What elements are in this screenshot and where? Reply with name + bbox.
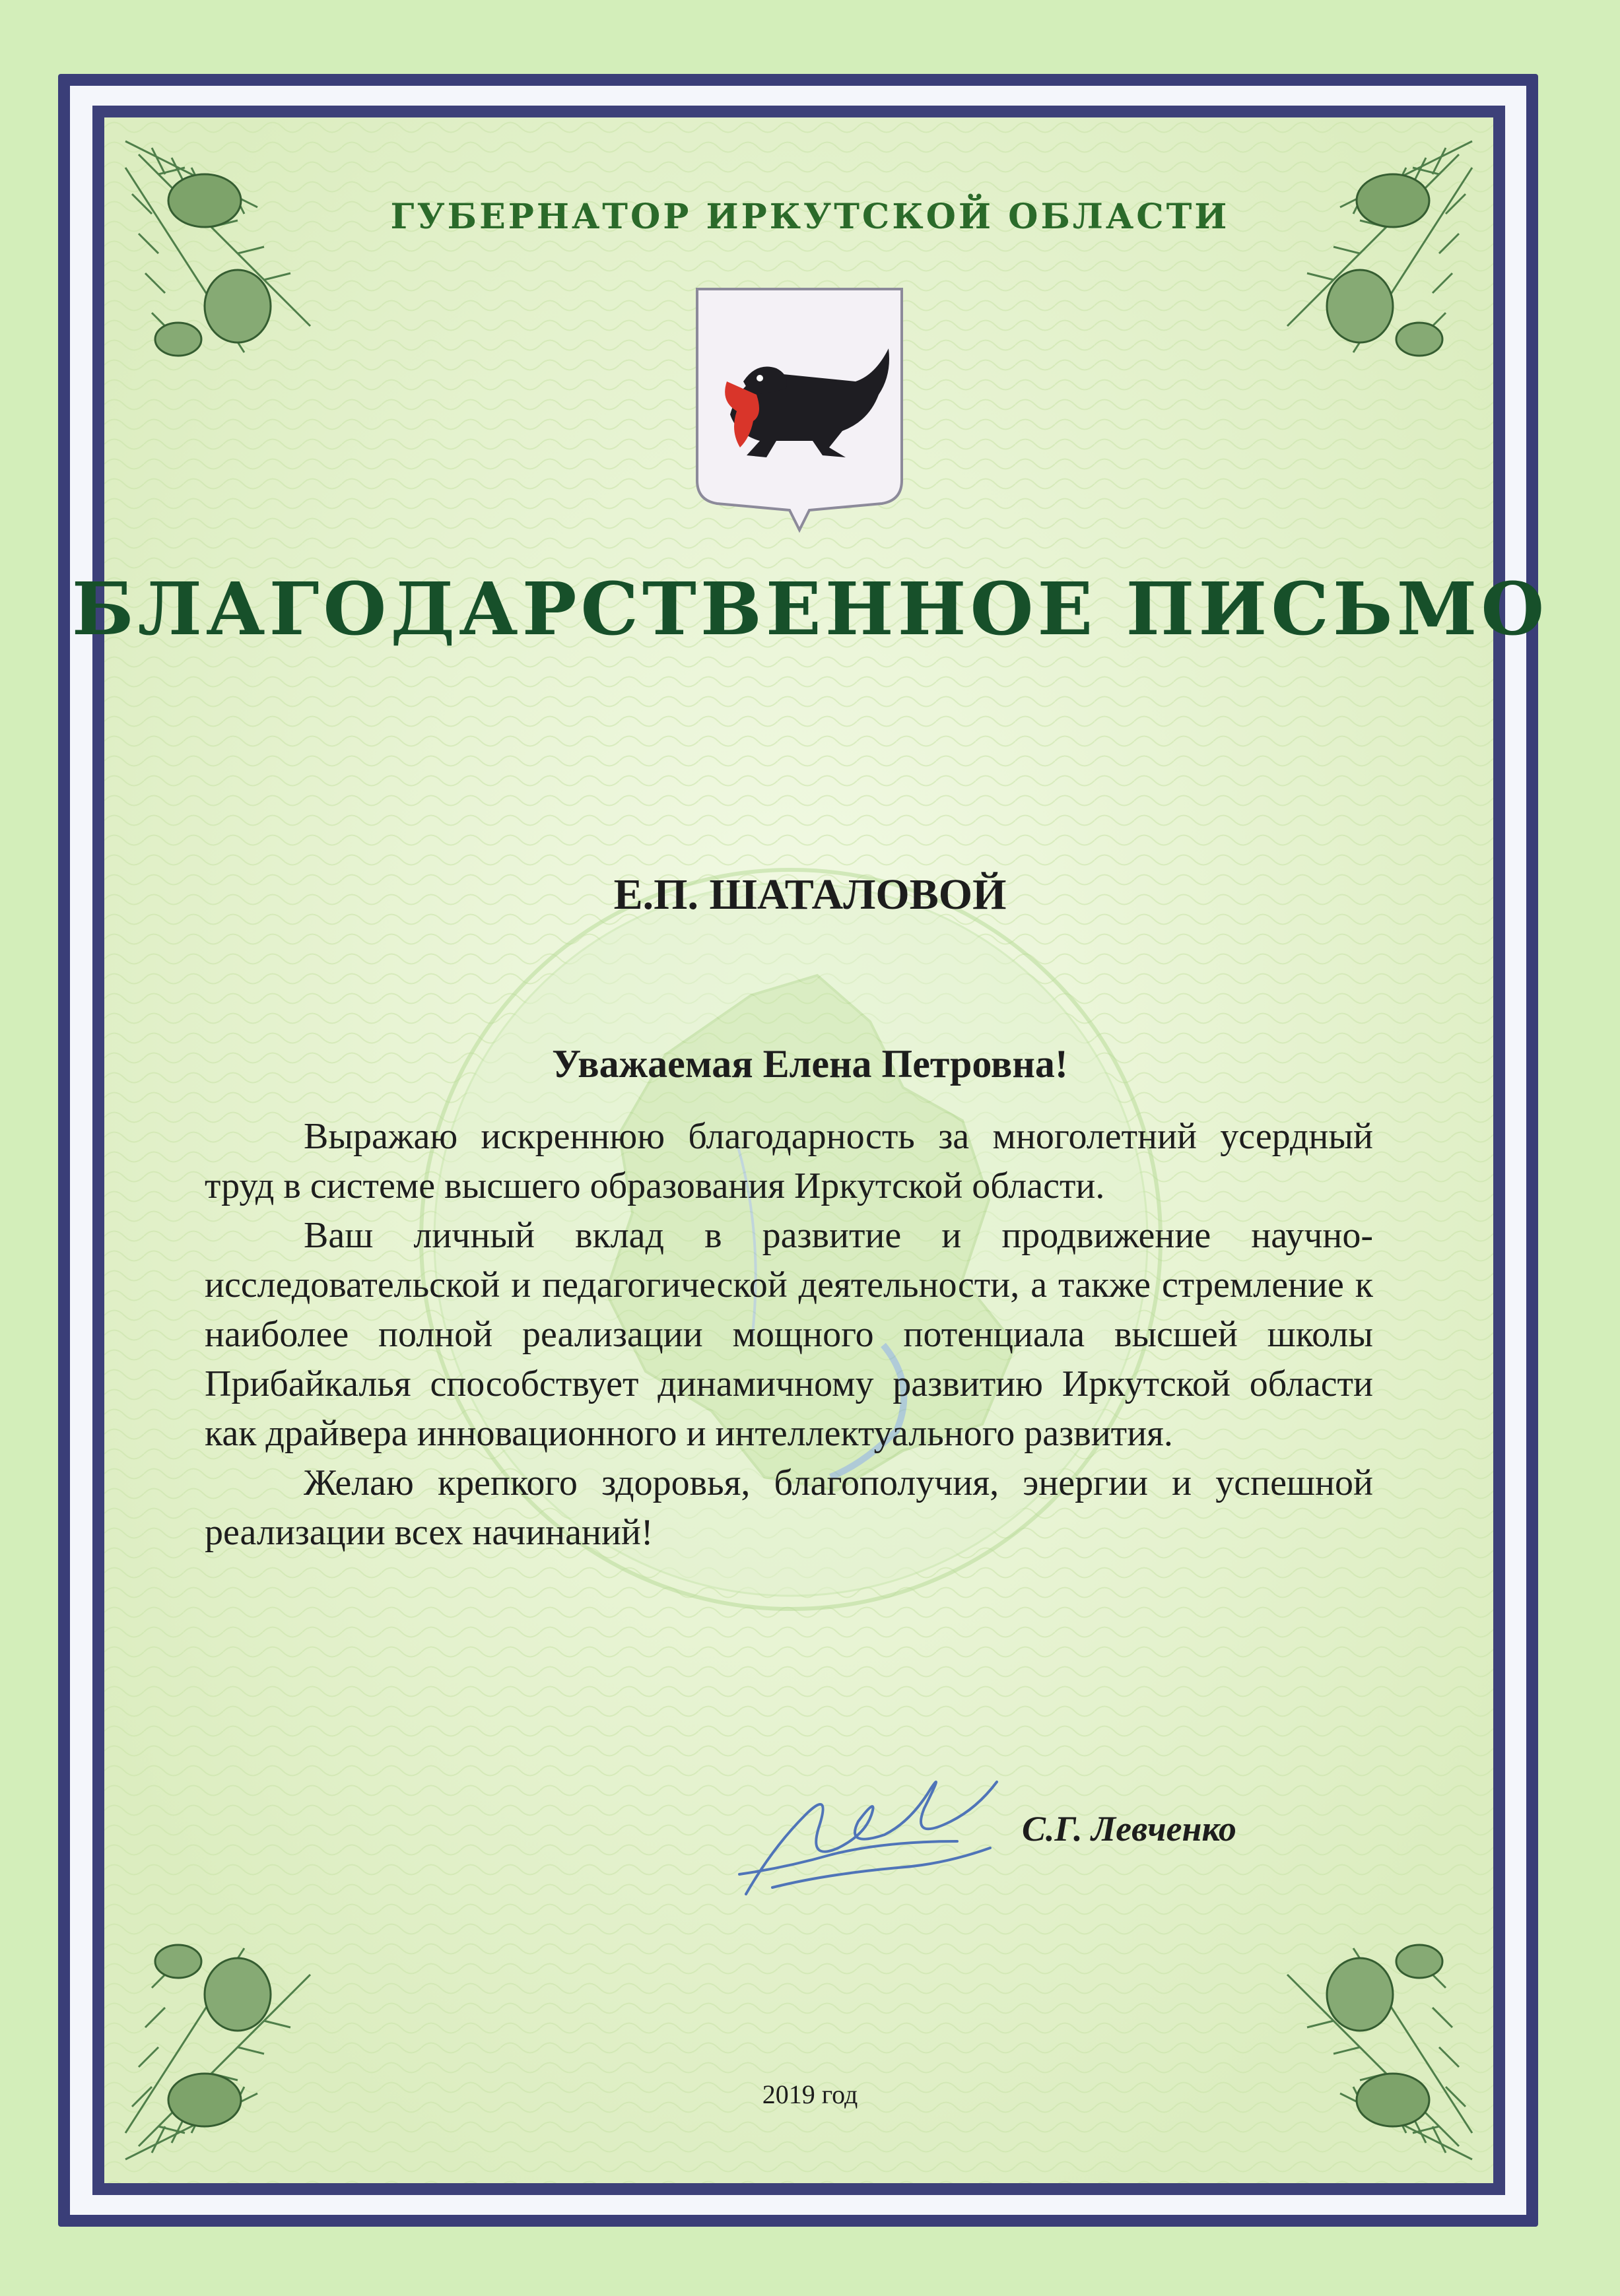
paragraph: Ваш личный вклад в развитие и продвижение научно-исследовательской и педагогической деятельности, а также стремление к наиболее полной реализации мощного потенциала высшей школы Прибайкалья способствует динамичному развитию Иркутской области как драйвера инновационного и интеллектуального развития. [205,1215,1373,1454]
salutation: Уважаемая Елена Петровна! [552,1042,1068,1086]
letter-body [205,1112,1373,1558]
signature-mark [733,1742,1010,1907]
paragraph: Выражаю искреннюю благодарность за многолетний усердный труд в системе высшего образования Иркутской области. [205,1116,1373,1206]
recipient-name: Е.П. ШАТАЛОВОЙ [613,870,1007,919]
pine-branch-icon [112,128,403,366]
pine-branch-icon [112,1935,403,2173]
paragraph: Желаю крепкого здоровья, благополучия, энергии и успешной реализации всех начинаний! [205,1462,1373,1553]
document-title: БЛАГОДАРСТВЕННОЕ ПИСЬМО [71,566,1549,651]
signer-name: С.Г. Левченко [1022,1809,1236,1849]
pine-branch-icon [1195,1935,1485,2173]
issuer-heading: ГУБЕРНАТОР ИРКУТСКОЙ ОБЛАСТИ [390,197,1230,237]
issue-year: 2019 год [762,2080,858,2109]
pine-branch-icon [1195,128,1485,366]
irkutsk-coat-of-arms-icon [691,282,908,533]
